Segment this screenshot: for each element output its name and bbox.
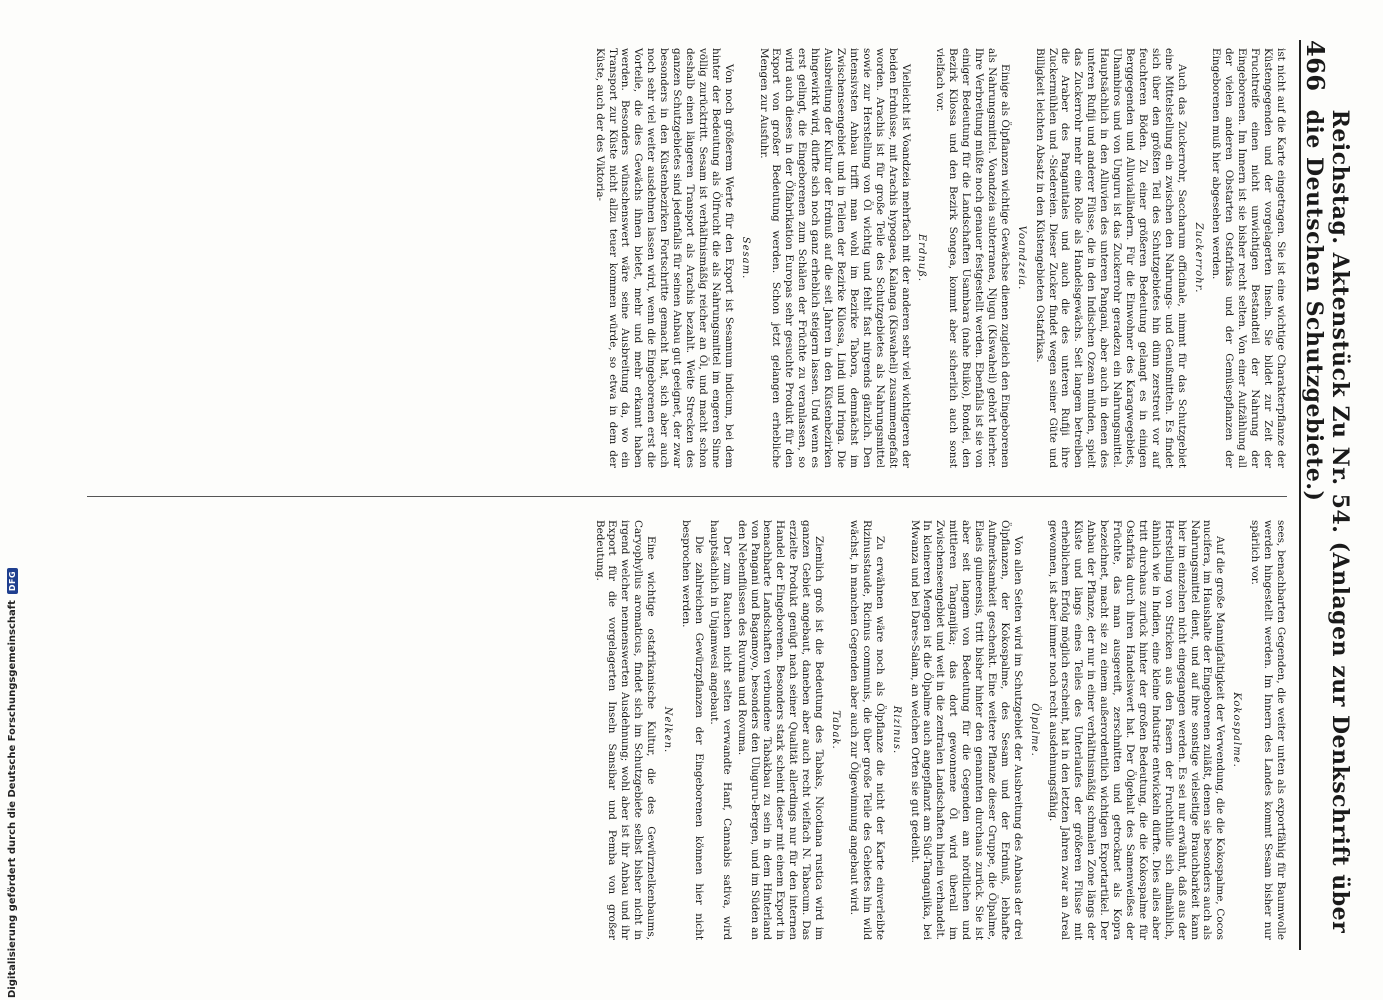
section-heading: Kokospalme.: [1231, 692, 1243, 768]
page-header: [1299, 40, 1353, 950]
section-heading: Tabak.: [830, 710, 841, 750]
paragraph: Eine wichtige ostafrikanische Kultur, die des Gewürznelkenbaums, Caryophyllus aromaticus, findet sich im Schutzgebiete selbst bisher nicht in irgend welcher nennenswerten Ausdehnung; wohl aber ist ihr Anbau und ihr Export für die vorgelagerten Inseln Sansibar und Pemba von großer Bedeutung.: [593, 520, 658, 940]
paragraph: Auch das Zuckerrohr, Saccharum officinale, nimmt für das Schutzgebiet eine Mittelstellung ein zwischen den Nahrungs- und Genußmitteln. Es findet sich über den größten Teil des Schutzgebietes hin dünn zerstreut vor auf feuchteren Böden. Zu einer größeren Bedeutung gelangt es in einigen Berggegenden und Alluvialländern. Für die Einwohner des Karagwegebiets, Uhambiros und von Unguru ist das Zuckerrohr geradezu ein Nahrungsmittel. Hauptsächlich in den Alluvien des unteren Pangani, aber auch in denen des unteren Rufiji und anderer Flüsse, die in den Indischen Ozean münden, spielt das Zuckerrohr mehr eine Rolle als Handelsgewächs. Seit langem betreiben die Araber des Panganitales und auch die des unteren Rufiji ihre Zuckermühlen und -Siedereien. Dieser Zucker findet wegen seiner Güte und Billigkeit leichten Absatz in den Küstengebieten Ostafrikas.: [1033, 48, 1188, 468]
column-divider: [87, 496, 1287, 497]
paragraph: Vielleicht ist Voandzeia mehrfach mit der anderen sehr viel wichtigeren der beiden Erdnüsse, mit Arachis hypogaea, Kalanga (Kiswaheli) zusammengefaßt worden. Arachis ist für große Teile des Schutzgebietes als Nahrungsmittel sowie zur Herstellung von Öl wichtig und fehlt fast nirgends gänzlich. Den intensivsten Anbau trifft man wohl im Bezirke Tabora, demnächst im Zwischenseengebiet und in Teilen der Bezirke Kilossa, Lindi und Iringa. Die Ausbreitung der Kultur der Erdnuß auf die seit Jahren in den Küstenbezirken hingewirkt wird, dürfte sich noch ganz erheblich steigern lassen. Und wenn es erst gelingt, die Eingeborenen zum Schälen der Früchte zu veranlassen, so wird auch dieses in der Ölfabrikation Europas sehr gesuchte Produkt für den Export von großer Bedeutung werden. Schon jetzt gelangen erhebliche Mengen zur Ausfuhr.: [757, 48, 912, 468]
left-column: [591, 48, 1287, 468]
digitization-credit: [2, 0, 22, 998]
section-heading: Zuckerrohr.: [1192, 222, 1204, 294]
section-heading: Nelken.: [662, 706, 674, 754]
paragraph: ist nicht auf die Karte eingetragen. Sie ist eine wichtige Charakterpflanze der Küstengegenden und der vorgelagerten Inseln. Sie bildet zur Zeit der Fruchtreife einen nicht unwichtigen Bestandteil der Nahrung der Eingeborenen. Im Innern ist sie bisher recht selten. Von einer Aufzählung all der vielen anderen Obstarten Ostafrikas und der Gemüsepflanzen der Eingeborenen muß hier abgesehen werden.: [1210, 48, 1287, 468]
paragraph: Auf die große Mannigfaltigkeit der Verwendung, die die Kokospalme, Cocos nucifera, im Haushalte der Eingeborenen zuläßt, denen sie besonders auch als Nahrungsmittel dient, und auf ihre sonstige vielseitige Brauchbarkeit kann hier im einzelnen nicht eingegangen werden. Es sei nur erwähnt, daß aus der Herstellung von Stricken aus den Fasern der Fruchthülle sich allmählich, ähnlich wie in Indien, eine kleine Industrie entwickeln dürfte. Dies alles aber tritt durchaus zurück hinter der großen Bedeutung, die die Kokospalme für Ostafrika durch ihren Handelswert hat. Der Ölgehalt des Samenweißes der Früchte, das man ausgereift, zerschnitten und getrocknet als Kopra bezeichnet, macht sie zu einem außerordentlich wichtigen Exportartikel. Der Anbau der Pflanze, der nur in einer verhältnismäßig schmalen Zone längs der Küste und längs eines Teiles des Unterlaufes der größeren Flüsse mit erheblichem Erfolg möglich erscheint, hat in den letzten Jahren zwar an Areal gewonnen, ist aber immer noch recht ausdehnungsfähig.: [1046, 520, 1227, 940]
section-heading: Erdnuß.: [916, 233, 928, 283]
credit-text: Digitalisierung gefördert durch die Deutsche Forschungsgemeinschaft: [6, 600, 18, 998]
page-title: Reichstag. Aktenstück Zu Nr. 54. (Anlagen zur Denkschrift über die Deutschen Schutzgebiete.): [1301, 109, 1353, 934]
page-number: 466: [1301, 40, 1330, 92]
paragraph: Der zum Rauchen nicht selten verwandte Hanf, Cannabis sativa, wird hauptsächlich in Unjamwesi angebaut.: [707, 520, 733, 940]
section-heading: Sesam.: [739, 236, 751, 280]
paragraph: Die zahlreichen Gewürzpflanzen der Eingeborenen können hier nicht besprochen werden.: [680, 520, 705, 940]
paragraph: Von noch größerem Werte für den Export ist Sesamum indicum, bei dem hinter der Bedeutung als Ölfrucht die als Nahrungsmittel im engeren Sinne völlig zurücktritt. Sesam ist verhältnismäßig reicher an Öl, und macht schon deshalb einen längeren Transport als Arachis bezahlt. Weite Strecken des ganzen Schutzgebietes sind jedenfalls für seinen Anbau gut geeignet, der zwar besonders in den Küstenbezirken Fortschritte gemacht hat, sich aber auch noch sehr viel weiter ausdehnen lassen wird, wenn die Eingeborenen erst die Vorteile, die dies Gewächs ihnen bietet, mehr und mehr erkannt haben werden. Besonders wünschenswert wäre seine Ausbreitung da, wo ein Transport zur Küste nicht allzu teuer kommen würde, so etwa in dem der Küste, auch der des Viktoria-: [593, 48, 735, 468]
paragraph: Ziemlich groß ist die Bedeutung des Tabaks, Nicotiana rustica wird im ganzen Gebiet angebaut, daneben aber auch recht vielfach N. Tabacum. Das erzielte Produkt genügt nach seiner Qualität allerdings nur für den internen Handel der Eingeborenen. Besonders stark scheint dieser mit einem Export in benachbarte Landschaften verbundene Tabakbau zu sein in dem Hinterland von Pangani und Bagamoyo, besonders den Uluguru-Bergen, und im Süden an den Nebenflüssen des Ruvuma und Rovuma.: [735, 520, 826, 940]
paragraph: Zu erwähnen wäre noch als Ölpflanze die nicht der Karte einverleibte Rizinusstaude, Ricinus communis, die über große Teile des Gebietes hin wild wächst, in manchen Gegenden aber auch zur Ölgewinnung angebaut wird.: [847, 520, 886, 940]
dfg-logo-icon: DFG: [7, 568, 18, 594]
paragraph: Von allen Seiten wird im Schutzgebiet der Ausbreitung des Anbaus der drei Ölpflanzen, der Kokospalme, des Sesam und der Erdnuß, lebhafte Aufmerksamkeit geschenkt. Eine weitere Pflanze dieser Gruppe, die Ölpalme, Elaeis guineensis, tritt bisher hinter den genannten durchaus zurück. Sie ist aber seit langem von Bedeutung für die Gegenden am nördlichen und mittleren Tanganjika; das dort gewonnene Öl wird überall im Zwischenseengebiet und weit in die zentralen Landschaften hinein verhandelt. In kleineren Mengen ist die Ölpalme auch angepflanzt am Süd-Tanganjika, bei Mwanza und bei Dares-Salam, an welchen Orten sie gut gedeiht.: [908, 520, 1024, 940]
section-heading: Ölpalme.: [1028, 703, 1040, 757]
right-column: [591, 520, 1287, 940]
paragraph: Einige als Ölpflanzen wichtige Gewächse dienen zugleich den Eingeborenen als Nahrungsmittel. Voandzeia subterranea, Njugu (Kiswaheli) gehört hierher. Ihre Verbreitung müßte noch genauer festgestellt werden. Ebenfalls ist sie von einiger Bedeutung für die Landschaften Usambara (nahe Buiko), Bondei, den Bezirk Kilossa und den Bezirk Songea, kommt aber sicherlich auch sonst vielfach vor.: [934, 48, 1011, 468]
section-heading: Voandzeia.: [1015, 225, 1027, 291]
paragraph: sees, benachbarten Gegenden, die weiter unten als exportfähig für Baumwolle werden hingestellt werden. Im Innern des Landes kommt Sesam bisher nur spärlich vor.: [1249, 520, 1287, 940]
section-heading: Rizinus.: [890, 705, 902, 755]
